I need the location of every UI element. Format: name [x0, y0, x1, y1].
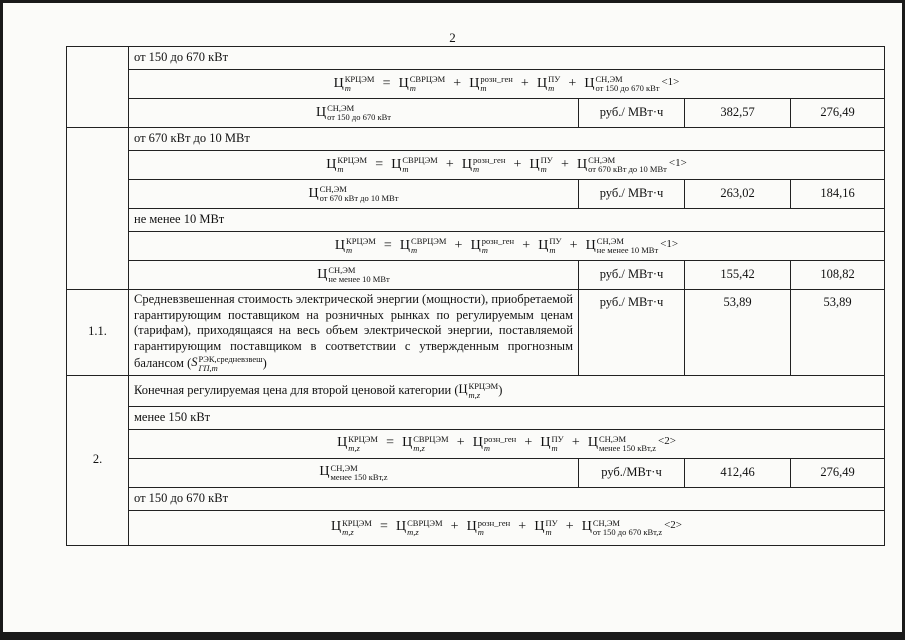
- subcategory-label: менее 150 кВт: [129, 406, 885, 429]
- section-number: 1.1.: [67, 290, 129, 376]
- table-row: [67, 406, 885, 429]
- section-number: 2.: [67, 375, 129, 545]
- table-row: [67, 47, 885, 70]
- value-cell: 276,49: [791, 458, 885, 487]
- value-cell: 184,16: [791, 180, 885, 209]
- table-row: [67, 209, 885, 232]
- table-row: [67, 128, 885, 151]
- scan-border-bottom: [0, 632, 905, 640]
- subcategory-label: от 150 до 670 кВт: [129, 47, 885, 70]
- value-cell: 53,89: [685, 290, 791, 376]
- value-cell: 53,89: [791, 290, 885, 376]
- table-row: [67, 375, 885, 406]
- scan-border-left: [0, 0, 3, 640]
- price-formula: Ц КРЦЭМ m = Ц СВРЦЭМ m + Ц розн_ген m + Ц ПУ m + Ц СН,ЭМ от 670 кВт до 10 МВт <1>: [129, 151, 885, 180]
- section-description: Конечная регулируемая цена для второй ценовой категории (Ц КРЦЭМ m,z ): [129, 375, 885, 406]
- price-formula: Ц КРЦЭМ m = Ц СВРЦЭМ m + Ц розн_ген m + Ц ПУ m + Ц СН,ЭМ не менее 10 МВт <1>: [129, 232, 885, 261]
- value-cell: 412,46: [685, 458, 791, 487]
- table-row: [67, 232, 885, 261]
- value-cell: 108,82: [791, 261, 885, 290]
- value-cell: 382,57: [685, 99, 791, 128]
- unit-cell: руб./МВт·ч: [579, 458, 685, 487]
- table-row: [67, 180, 885, 209]
- number-cell: [67, 128, 129, 290]
- unit-cell: руб./ МВт·ч: [579, 261, 685, 290]
- price-formula: Ц КРЦЭМ m,z = Ц СВРЦЭМ m,z + Ц розн_ген m + Ц ПУ m + Ц СН,ЭМ менее 150 кВт,z <2>: [129, 429, 885, 458]
- table-row: [67, 261, 885, 290]
- subcategory-label: не менее 10 МВт: [129, 209, 885, 232]
- table-row: [67, 70, 885, 99]
- unit-cell: руб./ МВт·ч: [579, 180, 685, 209]
- table-row: [67, 510, 885, 545]
- table-row: [67, 151, 885, 180]
- table-row: [67, 429, 885, 458]
- value-cell: 155,42: [685, 261, 791, 290]
- table-row: [67, 290, 885, 376]
- table-row: [67, 458, 885, 487]
- price-formula: Ц КРЦЭМ m,z = Ц СВРЦЭМ m,z + Ц розн_ген m + Ц ПУ m + Ц СН,ЭМ от 150 до 670 кВт,z <2>: [129, 510, 885, 545]
- subcategory-label: от 670 кВт до 10 МВт: [129, 128, 885, 151]
- number-cell: [67, 47, 129, 128]
- table-row: [67, 99, 885, 128]
- page-number: 2: [449, 30, 456, 45]
- variable-cell: Ц СН,ЭМ от 670 кВт до 10 МВт: [129, 180, 579, 209]
- unit-cell: руб./ МВт·ч: [579, 99, 685, 128]
- price-formula: Ц КРЦЭМ m = Ц СВРЦЭМ m + Ц розн_ген m + Ц ПУ m + Ц СН,ЭМ от 150 до 670 кВт <1>: [129, 70, 885, 99]
- value-cell: 263,02: [685, 180, 791, 209]
- value-cell: 276,49: [791, 99, 885, 128]
- table-row: [67, 487, 885, 510]
- tariff-table: [66, 46, 885, 546]
- variable-cell: Ц СН,ЭМ от 150 до 670 кВт: [129, 99, 579, 128]
- variable-cell: Ц СН,ЭМ не менее 10 МВт: [129, 261, 579, 290]
- unit-cell: руб./ МВт·ч: [579, 290, 685, 376]
- scan-border-top: [0, 0, 905, 3]
- variable-cell: Ц СН,ЭМ менее 150 кВт,z: [129, 458, 579, 487]
- section-description: Средневзвешенная стоимость электрической энергии (мощности), приобретаемой гарантирующим поставщиком на розничных рынках по регулируемым ценам (тарифам), приходящаяся на весь объем электрической энергии, поставляемой гарантирующим поставщиком в соответствии с утвержденным прогнозным балансом (S РЭК,средневзвеш ГП,m ): [129, 290, 579, 376]
- subcategory-label: от 150 до 670 кВт: [129, 487, 885, 510]
